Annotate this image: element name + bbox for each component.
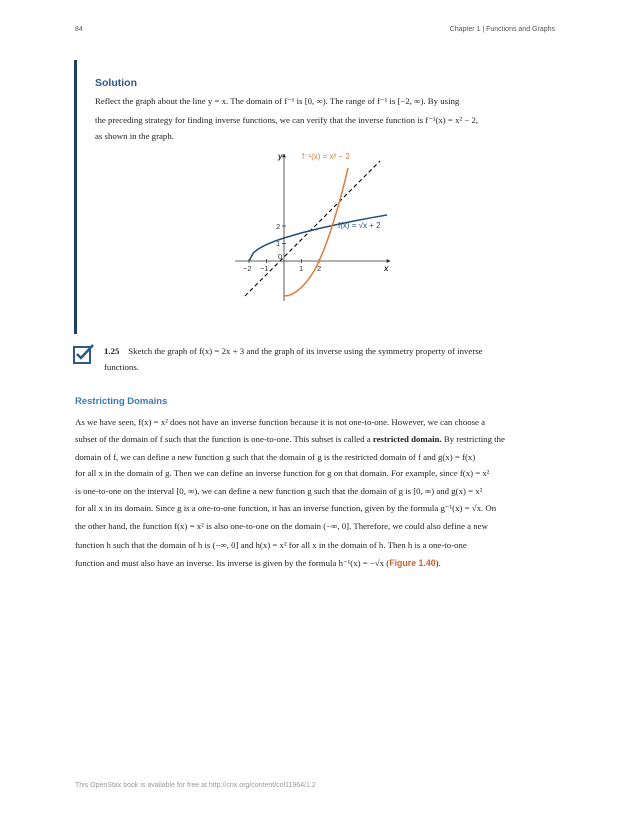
paragraph-line: subset of the domain of f such that the function is one-to-one. This subset is called a restricted domain. By restricting the — [75, 434, 505, 444]
paragraph-line: domain of f, we can define a new function g such that the domain of g is the restricted domain of f and g(x) = f(x) — [75, 452, 476, 462]
paragraph-line: for all x in the domain of g. Then we can define an inverse function for g on that domain. For example, since f(x) = x² — [75, 468, 490, 478]
y-tick-label: 1 — [276, 239, 281, 248]
paragraph-line: for all x in its domain. Since g is a one-to-one function, it has an inverse function, given by the formula g⁻¹(x) = √x. On — [75, 503, 497, 513]
paragraph-line: is one-to-one on the interval [0, ∞), we can define a new function g such that the domain of g is [0, ∞) and g(x) = x² — [75, 486, 483, 496]
bold-term: restricted domain. — [372, 434, 442, 444]
inverse-function-graph — [230, 146, 410, 301]
paragraph-line: As we have seen, f(x) = x² does not have an inverse function because it is not one-to-one. However, we can choose a — [75, 417, 486, 427]
origin-label: 0 — [278, 252, 283, 261]
solution-line-3: as shown in the graph. — [95, 131, 174, 141]
inverse-label: f⁻¹(x) = x² − 2 — [302, 152, 350, 161]
exercise-text: Sketch the graph of f(x) = 2x + 3 and the graph of its inverse using the symmetry property of inverse — [128, 346, 483, 356]
y-axis-label: y — [278, 152, 283, 161]
solution-line-1: Reflect the graph about the line y = x. The domain of f⁻¹ is [0, ∞). The range of f⁻¹ is [−2, ∞). By using — [95, 96, 460, 106]
exercise-line-2: functions. — [104, 362, 139, 372]
y-tick-label: 2 — [276, 222, 281, 231]
paragraph-line: function and must also have an inverse. Its inverse is given by the formula h⁻¹(x) = −√x (Figure 1.40). — [75, 558, 441, 568]
x-tick-label: −2 — [243, 264, 252, 273]
x-tick-label: −1 — [260, 264, 269, 273]
x-axis-label: x — [384, 264, 389, 273]
section-title: Restricting Domains — [75, 396, 168, 407]
paragraph-line: function h such that the domain of h is (−∞, 0] and h(x) = x² for all x in the domain of h. Then h is a one-to-one — [75, 540, 467, 550]
x-tick-label: 2 — [317, 264, 322, 273]
solution-line-2: the preceding strategy for finding inverse functions, we can verify that the inverse function is f⁻¹(x) = x² − 2, — [95, 115, 479, 125]
page-number: 84 — [75, 26, 83, 33]
paragraph-line: the other hand, the function f(x) = x² is also one-to-one on the domain (−∞, 0]. Therefore, we could also define a new — [75, 521, 488, 531]
exercise-line-1 — [104, 342, 483, 362]
x-tick-label: 1 — [299, 264, 304, 273]
function-label: f(x) = √x + 2 — [338, 221, 381, 230]
solution-title: Solution — [95, 77, 137, 89]
exercise-number: 1.25 — [104, 346, 120, 356]
solution-bar — [74, 60, 77, 334]
chapter-header: Chapter 1 | Functions and Graphs — [449, 26, 555, 33]
figure-link[interactable]: Figure 1.40 — [389, 558, 436, 568]
footer-text: This OpenStax book is available for free at http://cnx.org/content/col11964/1.2 — [75, 782, 316, 789]
checkpoint-icon — [73, 343, 95, 365]
inverse-curve — [284, 168, 348, 296]
